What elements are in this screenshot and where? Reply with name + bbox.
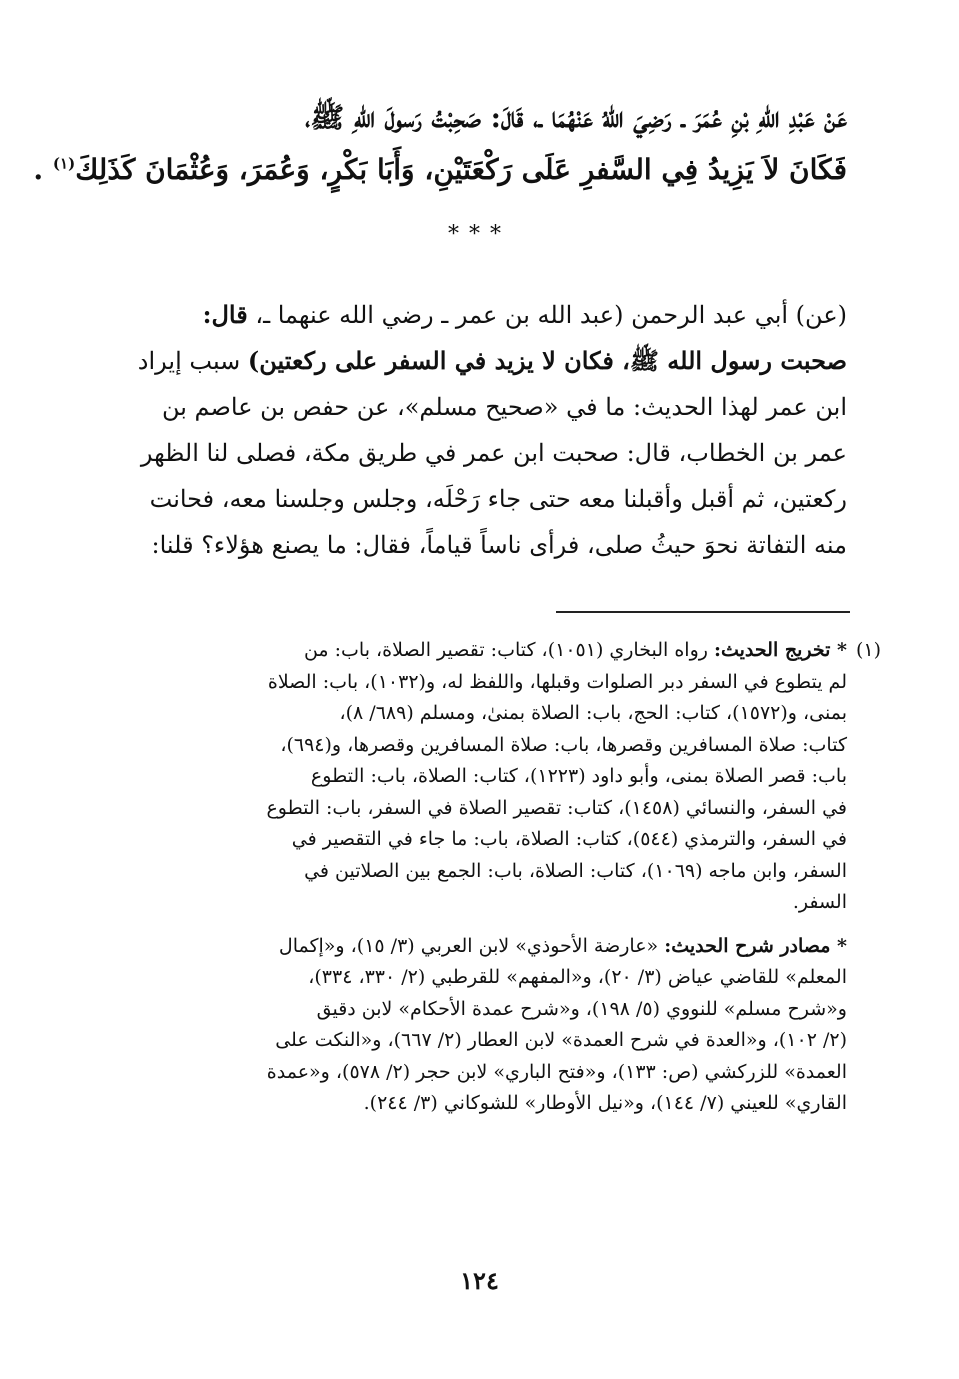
footnote-label: * مصادر شرح الحديث: xyxy=(664,934,847,957)
footnote-marker[interactable]: (١) xyxy=(52,154,76,173)
footnote-line: بمنى، و(١٥٧٢)، كتاب: الحج، باب: الصلاة بمنىٰ، ومسلم (٦٨٩/ ٨)، xyxy=(339,702,847,724)
footnote-line: كتاب: صلاة المسافرين وقصرها، باب: صلاة المسافرين وقصرها، و(٦٩٤)، xyxy=(280,733,847,756)
footnote-divider xyxy=(556,611,850,613)
footnote-line: * تخريج الحديث: رواه البخاري (١٠٥١)، كتاب: تقصير الصلاة، باب: من xyxy=(303,639,847,661)
takhrij-block xyxy=(140,635,847,919)
footnote-line: باب: قصر الصلاة بمنى، وأبو داود (١٢٢٣)، كتاب: الصلاة، باب: التطوع xyxy=(310,765,847,787)
hadith-text xyxy=(33,92,847,196)
footnote-1 xyxy=(140,635,881,1120)
footnote-line: القاري» للعيني (٧/ ١٤٤)، و«نيل الأوطار» للشوكاني (٣/ ٢٤٤). xyxy=(363,1092,847,1114)
footnote-line: السفر. xyxy=(792,891,847,913)
commentary-line xyxy=(137,338,847,384)
commentary-run: (عن) أبي عبد الرحمن (عبد الله بن عمر ـ رضي الله عنهما ـ، xyxy=(247,301,847,329)
footnote-label: * تخريج الحديث: xyxy=(713,639,847,661)
commentary-run: ابن عمر لهذا الحديث: ما في «صحيح مسلم»، عن حفص بن عاصم بن xyxy=(161,393,847,421)
commentary-run: سبب إيراد xyxy=(137,347,248,375)
commentary-bold-run: صحبت رسول الله ﷺ، فكان لا يزيد في السفر على ركعتين) xyxy=(247,346,847,375)
commentary-line xyxy=(140,476,847,522)
commentary-text xyxy=(137,292,847,568)
commentary-run: عمر بن الخطاب، قال: صحبت ابن عمر في طريق مكة، فصلى لنا الظهر xyxy=(140,439,847,467)
page-number: ١٢٤ xyxy=(460,1266,499,1295)
commentary-run: منه التفاتة نحوَ حيثُ صلى، فرأى ناساً قياماً، فقال: ما يصنع هؤلاء؟ قلنا: xyxy=(151,531,847,559)
footnote-line: العمدة» للزركشي (ص: ١٣٣)، و«فتح الباري» لابن حجر (٢/ ٥٧٨)، و«عمدة xyxy=(266,1060,847,1083)
commentary-run: ركعتين، ثم أقبل وأقبلنا معه حتى جاء رَحْلَه، وجلس وجلسنا معه، فحانت xyxy=(149,485,847,513)
footnote-line: لم يتطوع في السفر دبر الصلوات وقبلها، واللفظ له، و(١٠٣٢)، باب: الصلاة xyxy=(267,670,847,693)
footnote-number: (١) xyxy=(855,639,881,661)
footnote-line: * مصادر شرح الحديث: «عارضة الأحوذي» لابن العربي (٣/ ١٥)، و«إكمال xyxy=(278,934,847,957)
footnote-line: المعلم» للقاضي عياض (٣/ ٢٠)، و«المفهم» للقرطبي (٢/ ٣٣٠، ٣٣٤)، xyxy=(308,966,847,988)
hadith-line: عَنْ عَبْدِ اللهِ بْنِ عُمَرَ ـ رَضِيَ اللهُ عَنْهُمَا ـ، قَالَ: صَحِبْتُ رَسولَ اللهِ ﷺ، xyxy=(305,101,847,134)
footnote-line: (٢/ ١٠٢)، و«العدة في شرح العمدة» لابن العطار (٢/ ٦٦٧)، و«النكت على xyxy=(275,1029,847,1051)
footnote-line: في السفر، والنسائي (١٤٥٨)، كتاب: تقصير الصلاة في السفر، باب: التطوع xyxy=(266,796,847,819)
footnote-line: السفر، وابن ماجه (١٠٦٩)، كتاب: الصلاة، باب: الجمع بين الصلاتين في xyxy=(304,859,847,882)
commentary-line xyxy=(140,522,847,568)
commentary-line xyxy=(140,292,847,338)
hadith-line: فَكَانَ لاَ يَزِيدُ فِي السَّفرِ عَلَى رَكْعَتَيْنِ، وَأَبَا بَكْرٍ، وَعُمَرَ، وَعُثْمَانَ كَذَلِكَ$^{(١)}$ . xyxy=(33,153,847,186)
sources-block xyxy=(140,931,847,1120)
section-separator: *** xyxy=(448,222,511,247)
commentary-line xyxy=(140,430,847,476)
footnote-line: و«شرح مسلم» للنووي (٥/ ١٩٨)، و«شرح عمدة الأحكام» لابن دقيق xyxy=(316,997,847,1020)
commentary-bold-run: قال: xyxy=(202,300,248,329)
commentary-line xyxy=(140,384,847,430)
footnote-line: في السفر، والترمذي (٥٤٤)، كتاب: الصلاة، باب: ما جاء في التقصير في xyxy=(291,828,847,850)
footnotes xyxy=(140,635,881,1120)
